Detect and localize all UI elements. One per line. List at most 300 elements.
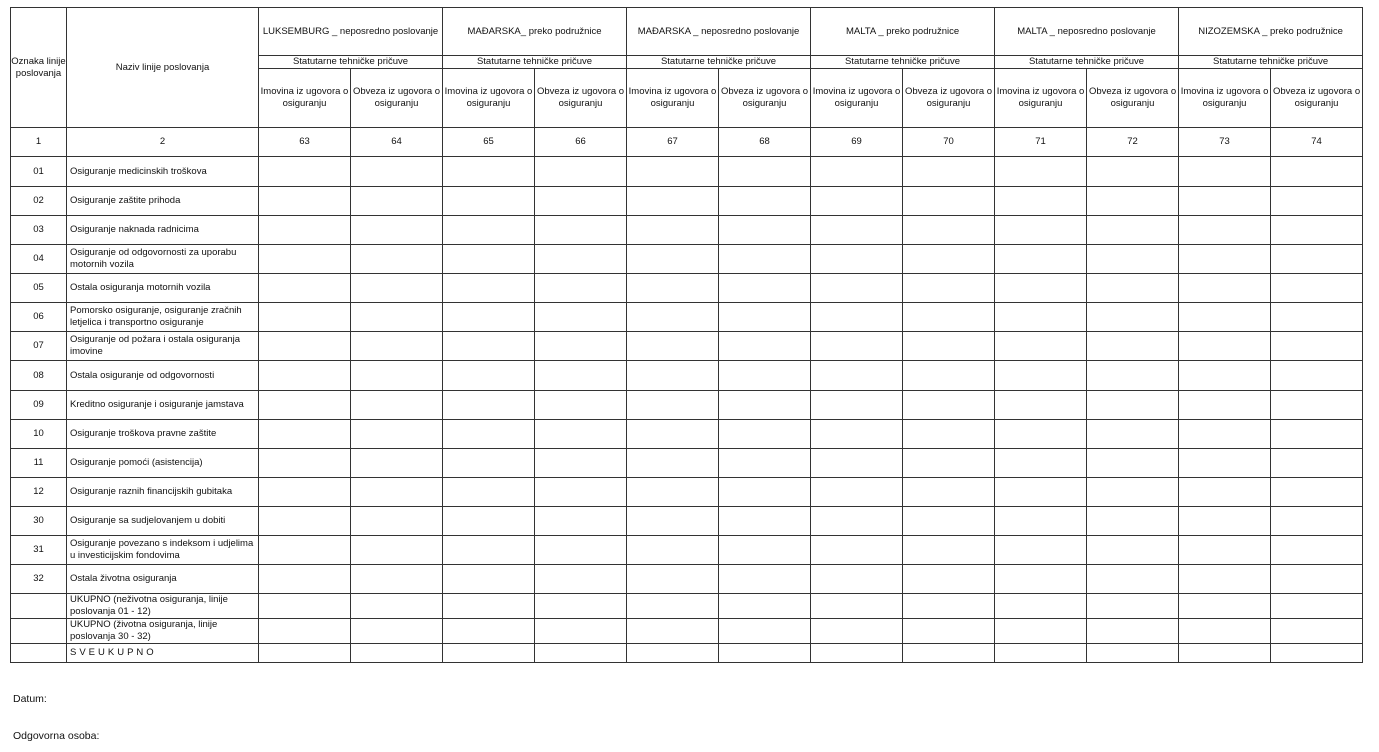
- asset-value-cell[interactable]: [1179, 420, 1271, 449]
- asset-value-cell[interactable]: [1179, 157, 1271, 187]
- asset-value-cell[interactable]: [995, 478, 1087, 507]
- table-row: [11, 245, 1363, 274]
- liability-value-cell[interactable]: [903, 391, 995, 420]
- asset-value-cell[interactable]: [1179, 644, 1271, 663]
- liability-value-cell[interactable]: [351, 565, 443, 594]
- line-code: 08: [11, 361, 67, 391]
- asset-value-cell[interactable]: [1179, 536, 1271, 565]
- liability-value-cell[interactable]: [351, 507, 443, 536]
- line-code: 06: [11, 303, 67, 332]
- total-row: [11, 644, 1363, 663]
- liability-value-cell[interactable]: [351, 619, 443, 644]
- liability-value-cell[interactable]: [719, 303, 811, 332]
- liability-value-cell[interactable]: [1087, 332, 1179, 361]
- asset-value-cell[interactable]: [627, 565, 719, 594]
- liability-value-cell[interactable]: [1271, 187, 1363, 216]
- asset-value-cell[interactable]: [811, 644, 903, 663]
- liability-value-cell[interactable]: [719, 644, 811, 663]
- liability-value-cell[interactable]: [1271, 449, 1363, 478]
- liability-value-cell[interactable]: [1087, 303, 1179, 332]
- asset-value-cell[interactable]: [627, 536, 719, 565]
- liability-value-cell[interactable]: [1271, 391, 1363, 420]
- asset-value-cell[interactable]: [443, 157, 535, 187]
- asset-header: Imovina iz ugovora o osiguranju: [627, 69, 719, 128]
- line-name: Osiguranje sa sudjelovanjem u dobiti: [67, 507, 259, 536]
- liability-value-cell[interactable]: [719, 332, 811, 361]
- liability-value-cell[interactable]: [1271, 420, 1363, 449]
- line-code: 11: [11, 449, 67, 478]
- liability-value-cell[interactable]: [1271, 216, 1363, 245]
- region-header: MALTA _ neposredno poslovanje: [995, 8, 1179, 56]
- asset-value-cell[interactable]: [1179, 619, 1271, 644]
- line-name: Osiguranje medicinskih troškova: [67, 157, 259, 187]
- asset-value-cell[interactable]: [627, 187, 719, 216]
- asset-value-cell[interactable]: [259, 478, 351, 507]
- column-number: 63: [259, 128, 351, 157]
- liability-value-cell[interactable]: [351, 274, 443, 303]
- liability-value-cell[interactable]: [1087, 187, 1179, 216]
- liability-value-cell[interactable]: [535, 619, 627, 644]
- asset-value-cell[interactable]: [995, 449, 1087, 478]
- asset-value-cell[interactable]: [811, 565, 903, 594]
- subheader: Statutarne tehničke pričuve: [259, 56, 443, 69]
- line-name: Osiguranje pomoći (asistencija): [67, 449, 259, 478]
- column-number: 67: [627, 128, 719, 157]
- liability-value-cell[interactable]: [351, 303, 443, 332]
- line-code: 07: [11, 332, 67, 361]
- liability-value-cell[interactable]: [535, 361, 627, 391]
- line-name: Ostala osiguranje od odgovornosti: [67, 361, 259, 391]
- asset-value-cell[interactable]: [811, 536, 903, 565]
- liability-value-cell[interactable]: [535, 420, 627, 449]
- liability-header: Obveza iz ugovora o osiguranju: [351, 69, 443, 128]
- asset-value-cell[interactable]: [811, 619, 903, 644]
- column-number: 66: [535, 128, 627, 157]
- asset-value-cell[interactable]: [811, 361, 903, 391]
- region-header: NIZOZEMSKA _ preko podružnice: [1179, 8, 1363, 56]
- asset-value-cell[interactable]: [259, 391, 351, 420]
- header-row-regions: [11, 8, 1363, 56]
- line-name: UKUPNO (neživotna osiguranja, linije poslovanja 01 - 12): [67, 594, 259, 619]
- subheader: Statutarne tehničke pričuve: [443, 56, 627, 69]
- asset-value-cell[interactable]: [443, 565, 535, 594]
- liability-value-cell[interactable]: [351, 420, 443, 449]
- table-row: [11, 303, 1363, 332]
- table-row: [11, 420, 1363, 449]
- asset-value-cell[interactable]: [627, 449, 719, 478]
- liability-value-cell[interactable]: [903, 361, 995, 391]
- liability-value-cell[interactable]: [1271, 332, 1363, 361]
- liability-value-cell[interactable]: [903, 449, 995, 478]
- liability-value-cell[interactable]: [535, 507, 627, 536]
- liability-value-cell[interactable]: [351, 478, 443, 507]
- asset-value-cell[interactable]: [259, 216, 351, 245]
- liability-value-cell[interactable]: [719, 420, 811, 449]
- asset-value-cell[interactable]: [259, 507, 351, 536]
- liability-header: Obveza iz ugovora o osiguranju: [1271, 69, 1363, 128]
- asset-value-cell[interactable]: [259, 303, 351, 332]
- asset-value-cell[interactable]: [443, 216, 535, 245]
- asset-value-cell[interactable]: [443, 187, 535, 216]
- line-code: 10: [11, 420, 67, 449]
- liability-value-cell[interactable]: [719, 216, 811, 245]
- liability-value-cell[interactable]: [1271, 157, 1363, 187]
- liability-value-cell[interactable]: [535, 449, 627, 478]
- asset-value-cell[interactable]: [995, 594, 1087, 619]
- asset-value-cell[interactable]: [259, 449, 351, 478]
- line-code: [11, 644, 67, 663]
- asset-value-cell[interactable]: [443, 449, 535, 478]
- liability-value-cell[interactable]: [903, 245, 995, 274]
- table-row: [11, 536, 1363, 565]
- table-row: [11, 507, 1363, 536]
- line-name: Ostala osiguranja motornih vozila: [67, 274, 259, 303]
- date-label: Datum:: [13, 693, 47, 705]
- asset-value-cell[interactable]: [995, 216, 1087, 245]
- liability-value-cell[interactable]: [1087, 644, 1179, 663]
- liability-value-cell[interactable]: [351, 157, 443, 187]
- asset-value-cell[interactable]: [811, 478, 903, 507]
- asset-value-cell[interactable]: [995, 187, 1087, 216]
- liability-value-cell[interactable]: [1087, 565, 1179, 594]
- liability-value-cell[interactable]: [535, 565, 627, 594]
- asset-value-cell[interactable]: [259, 420, 351, 449]
- liability-value-cell[interactable]: [719, 507, 811, 536]
- asset-value-cell[interactable]: [443, 507, 535, 536]
- asset-value-cell[interactable]: [259, 594, 351, 619]
- liability-value-cell[interactable]: [535, 478, 627, 507]
- responsible-person-label: Odgovorna osoba:: [13, 730, 100, 742]
- liability-header: Obveza iz ugovora o osiguranju: [535, 69, 627, 128]
- liability-value-cell[interactable]: [903, 216, 995, 245]
- liability-value-cell[interactable]: [1087, 478, 1179, 507]
- liability-value-cell[interactable]: [1271, 507, 1363, 536]
- liability-value-cell[interactable]: [1087, 216, 1179, 245]
- asset-value-cell[interactable]: [259, 187, 351, 216]
- asset-value-cell[interactable]: [259, 644, 351, 663]
- liability-value-cell[interactable]: [1087, 391, 1179, 420]
- asset-value-cell[interactable]: [811, 594, 903, 619]
- line-name: Osiguranje troškova pravne zaštite: [67, 420, 259, 449]
- liability-value-cell[interactable]: [535, 536, 627, 565]
- asset-value-cell[interactable]: [1179, 187, 1271, 216]
- liability-header: Obveza iz ugovora o osiguranju: [1087, 69, 1179, 128]
- liability-value-cell[interactable]: [719, 245, 811, 274]
- liability-value-cell[interactable]: [1087, 507, 1179, 536]
- line-name: Kreditno osiguranje i osiguranje jamstava: [67, 391, 259, 420]
- asset-value-cell[interactable]: [259, 619, 351, 644]
- liability-value-cell[interactable]: [903, 303, 995, 332]
- asset-value-cell[interactable]: [443, 391, 535, 420]
- liability-value-cell[interactable]: [719, 157, 811, 187]
- liability-value-cell[interactable]: [1087, 361, 1179, 391]
- asset-value-cell[interactable]: [995, 332, 1087, 361]
- liability-value-cell[interactable]: [1087, 594, 1179, 619]
- asset-value-cell[interactable]: [443, 303, 535, 332]
- line-code: 01: [11, 157, 67, 187]
- asset-value-cell[interactable]: [1179, 478, 1271, 507]
- asset-value-cell[interactable]: [1179, 332, 1271, 361]
- line-code: 04: [11, 245, 67, 274]
- asset-value-cell[interactable]: [443, 274, 535, 303]
- asset-value-cell[interactable]: [995, 644, 1087, 663]
- asset-value-cell[interactable]: [259, 536, 351, 565]
- asset-value-cell[interactable]: [811, 274, 903, 303]
- table-row: [11, 216, 1363, 245]
- asset-value-cell[interactable]: [627, 391, 719, 420]
- liability-value-cell[interactable]: [719, 391, 811, 420]
- liability-value-cell[interactable]: [719, 565, 811, 594]
- line-code: 32: [11, 565, 67, 594]
- liability-value-cell[interactable]: [351, 361, 443, 391]
- total-row: [11, 619, 1363, 644]
- line-name: SVEUKUPNO: [67, 644, 259, 663]
- asset-value-cell[interactable]: [1179, 274, 1271, 303]
- subheader: Statutarne tehničke pričuve: [995, 56, 1179, 69]
- liability-value-cell[interactable]: [535, 332, 627, 361]
- asset-value-cell[interactable]: [811, 216, 903, 245]
- asset-value-cell[interactable]: [995, 274, 1087, 303]
- line-code: 12: [11, 478, 67, 507]
- table-row: [11, 391, 1363, 420]
- asset-header: Imovina iz ugovora o osiguranju: [995, 69, 1087, 128]
- liability-value-cell[interactable]: [351, 216, 443, 245]
- line-name: Osiguranje povezano s indeksom i udjelima u investicijskim fondovima: [67, 536, 259, 565]
- liability-value-cell[interactable]: [719, 478, 811, 507]
- liability-value-cell[interactable]: [351, 187, 443, 216]
- asset-value-cell[interactable]: [443, 478, 535, 507]
- liability-value-cell[interactable]: [351, 536, 443, 565]
- asset-value-cell[interactable]: [995, 303, 1087, 332]
- total-row: [11, 594, 1363, 619]
- asset-value-cell[interactable]: [995, 536, 1087, 565]
- column-number-row: [11, 128, 1363, 157]
- asset-value-cell[interactable]: [627, 274, 719, 303]
- liability-value-cell[interactable]: [903, 507, 995, 536]
- line-name: UKUPNO (životna osiguranja, linije poslovanja 30 - 32): [67, 619, 259, 644]
- asset-value-cell[interactable]: [811, 245, 903, 274]
- asset-value-cell[interactable]: [443, 332, 535, 361]
- line-code: 02: [11, 187, 67, 216]
- liability-value-cell[interactable]: [535, 644, 627, 663]
- liability-value-cell[interactable]: [535, 391, 627, 420]
- table-row: [11, 449, 1363, 478]
- asset-value-cell[interactable]: [995, 245, 1087, 274]
- asset-value-cell[interactable]: [259, 332, 351, 361]
- liability-value-cell[interactable]: [719, 361, 811, 391]
- liability-value-cell[interactable]: [903, 274, 995, 303]
- table-row: [11, 332, 1363, 361]
- liability-value-cell[interactable]: [351, 644, 443, 663]
- line-code: 05: [11, 274, 67, 303]
- liability-value-cell[interactable]: [351, 391, 443, 420]
- line-name: Osiguranje raznih financijskih gubitaka: [67, 478, 259, 507]
- liability-value-cell[interactable]: [1271, 303, 1363, 332]
- asset-value-cell[interactable]: [443, 245, 535, 274]
- liability-value-cell[interactable]: [1271, 274, 1363, 303]
- liability-value-cell[interactable]: [351, 449, 443, 478]
- liability-value-cell[interactable]: [535, 187, 627, 216]
- liability-value-cell[interactable]: [1087, 245, 1179, 274]
- asset-value-cell[interactable]: [627, 420, 719, 449]
- liability-value-cell[interactable]: [1271, 245, 1363, 274]
- asset-value-cell[interactable]: [811, 157, 903, 187]
- column-number: 64: [351, 128, 443, 157]
- region-header: MALTA _ preko podružnice: [811, 8, 995, 56]
- asset-value-cell[interactable]: [1179, 507, 1271, 536]
- subheader: Statutarne tehničke pričuve: [1179, 56, 1363, 69]
- liability-value-cell[interactable]: [535, 303, 627, 332]
- liability-value-cell[interactable]: [719, 274, 811, 303]
- line-name: Pomorsko osiguranje, osiguranje zračnih letjelica i transportno osiguranje: [67, 303, 259, 332]
- asset-header: Imovina iz ugovora o osiguranju: [811, 69, 903, 128]
- liability-value-cell[interactable]: [1271, 619, 1363, 644]
- liability-value-cell[interactable]: [719, 187, 811, 216]
- region-header: MAĐARSKA_ preko podružnice: [443, 8, 627, 56]
- asset-value-cell[interactable]: [627, 157, 719, 187]
- asset-value-cell[interactable]: [259, 274, 351, 303]
- liability-value-cell[interactable]: [1271, 361, 1363, 391]
- asset-value-cell[interactable]: [1179, 391, 1271, 420]
- liability-value-cell[interactable]: [1271, 594, 1363, 619]
- asset-value-cell[interactable]: [995, 619, 1087, 644]
- asset-value-cell[interactable]: [627, 361, 719, 391]
- asset-value-cell[interactable]: [1179, 216, 1271, 245]
- table-row: [11, 274, 1363, 303]
- liability-value-cell[interactable]: [903, 536, 995, 565]
- liability-value-cell[interactable]: [535, 216, 627, 245]
- liability-value-cell[interactable]: [719, 619, 811, 644]
- liability-value-cell[interactable]: [719, 594, 811, 619]
- asset-value-cell[interactable]: [1179, 361, 1271, 391]
- asset-header: Imovina iz ugovora o osiguranju: [443, 69, 535, 128]
- asset-value-cell[interactable]: [443, 361, 535, 391]
- column-number: 72: [1087, 128, 1179, 157]
- table-row: [11, 157, 1363, 187]
- asset-value-cell[interactable]: [627, 478, 719, 507]
- line-code: 30: [11, 507, 67, 536]
- asset-value-cell[interactable]: [443, 619, 535, 644]
- asset-value-cell[interactable]: [995, 420, 1087, 449]
- asset-value-cell[interactable]: [1179, 449, 1271, 478]
- liability-value-cell[interactable]: [351, 245, 443, 274]
- asset-value-cell[interactable]: [1179, 594, 1271, 619]
- asset-value-cell[interactable]: [627, 216, 719, 245]
- liability-value-cell[interactable]: [535, 274, 627, 303]
- line-code: 09: [11, 391, 67, 420]
- table-row: [11, 565, 1363, 594]
- asset-value-cell[interactable]: [627, 594, 719, 619]
- liability-value-cell[interactable]: [1271, 565, 1363, 594]
- liability-header: Obveza iz ugovora o osiguranju: [903, 69, 995, 128]
- asset-value-cell[interactable]: [259, 157, 351, 187]
- asset-value-cell[interactable]: [443, 420, 535, 449]
- column-number: 65: [443, 128, 535, 157]
- liability-value-cell[interactable]: [903, 157, 995, 187]
- liability-value-cell[interactable]: [535, 245, 627, 274]
- column-number: 71: [995, 128, 1087, 157]
- liability-value-cell[interactable]: [903, 332, 995, 361]
- table-row: [11, 187, 1363, 216]
- liability-value-cell[interactable]: [1271, 536, 1363, 565]
- asset-value-cell[interactable]: [995, 361, 1087, 391]
- liability-value-cell[interactable]: [903, 644, 995, 663]
- asset-value-cell[interactable]: [627, 303, 719, 332]
- asset-value-cell[interactable]: [259, 565, 351, 594]
- line-name: Osiguranje zaštite prihoda: [67, 187, 259, 216]
- liability-value-cell[interactable]: [903, 478, 995, 507]
- asset-value-cell[interactable]: [443, 594, 535, 619]
- line-name: Osiguranje od požara i ostala osiguranja imovine: [67, 332, 259, 361]
- asset-value-cell[interactable]: [627, 644, 719, 663]
- liability-value-cell[interactable]: [351, 594, 443, 619]
- table-row: [11, 478, 1363, 507]
- column-number: 70: [903, 128, 995, 157]
- liability-value-cell[interactable]: [903, 565, 995, 594]
- line-name: Ostala životna osiguranja: [67, 565, 259, 594]
- column-number: 73: [1179, 128, 1271, 157]
- asset-value-cell[interactable]: [1179, 565, 1271, 594]
- liability-value-cell[interactable]: [1271, 644, 1363, 663]
- asset-value-cell[interactable]: [811, 391, 903, 420]
- liability-value-cell[interactable]: [535, 594, 627, 619]
- asset-value-cell[interactable]: [259, 361, 351, 391]
- liability-value-cell[interactable]: [903, 594, 995, 619]
- liability-value-cell[interactable]: [1087, 274, 1179, 303]
- asset-value-cell[interactable]: [443, 644, 535, 663]
- liability-value-cell[interactable]: [1087, 420, 1179, 449]
- subheader: Statutarne tehničke pričuve: [811, 56, 995, 69]
- asset-value-cell[interactable]: [811, 449, 903, 478]
- asset-value-cell[interactable]: [627, 507, 719, 536]
- line-code: [11, 619, 67, 644]
- asset-value-cell[interactable]: [995, 507, 1087, 536]
- asset-value-cell[interactable]: [995, 391, 1087, 420]
- liability-value-cell[interactable]: [903, 187, 995, 216]
- asset-value-cell[interactable]: [811, 303, 903, 332]
- liability-value-cell[interactable]: [1087, 619, 1179, 644]
- line-name: Osiguranje naknada radnicima: [67, 216, 259, 245]
- asset-value-cell[interactable]: [627, 619, 719, 644]
- asset-value-cell[interactable]: [443, 536, 535, 565]
- liability-value-cell[interactable]: [903, 420, 995, 449]
- subheader: Statutarne tehničke pričuve: [627, 56, 811, 69]
- asset-value-cell[interactable]: [627, 332, 719, 361]
- liability-value-cell[interactable]: [351, 332, 443, 361]
- asset-value-cell[interactable]: [627, 245, 719, 274]
- asset-value-cell[interactable]: [1179, 245, 1271, 274]
- liability-value-cell[interactable]: [719, 536, 811, 565]
- asset-value-cell[interactable]: [259, 245, 351, 274]
- region-header: MAĐARSKA _ neposredno poslovanje: [627, 8, 811, 56]
- asset-value-cell[interactable]: [811, 420, 903, 449]
- liability-value-cell[interactable]: [1087, 536, 1179, 565]
- liability-value-cell[interactable]: [903, 619, 995, 644]
- liability-value-cell[interactable]: [1087, 449, 1179, 478]
- asset-value-cell[interactable]: [811, 332, 903, 361]
- asset-value-cell[interactable]: [811, 187, 903, 216]
- liability-value-cell[interactable]: [719, 449, 811, 478]
- asset-value-cell[interactable]: [995, 565, 1087, 594]
- asset-value-cell[interactable]: [811, 507, 903, 536]
- liability-value-cell[interactable]: [1087, 157, 1179, 187]
- liability-value-cell[interactable]: [535, 157, 627, 187]
- liability-value-cell[interactable]: [1271, 478, 1363, 507]
- column-number: 69: [811, 128, 903, 157]
- header-code: Oznaka linije poslovanja: [11, 8, 67, 128]
- asset-value-cell[interactable]: [1179, 303, 1271, 332]
- asset-value-cell[interactable]: [995, 157, 1087, 187]
